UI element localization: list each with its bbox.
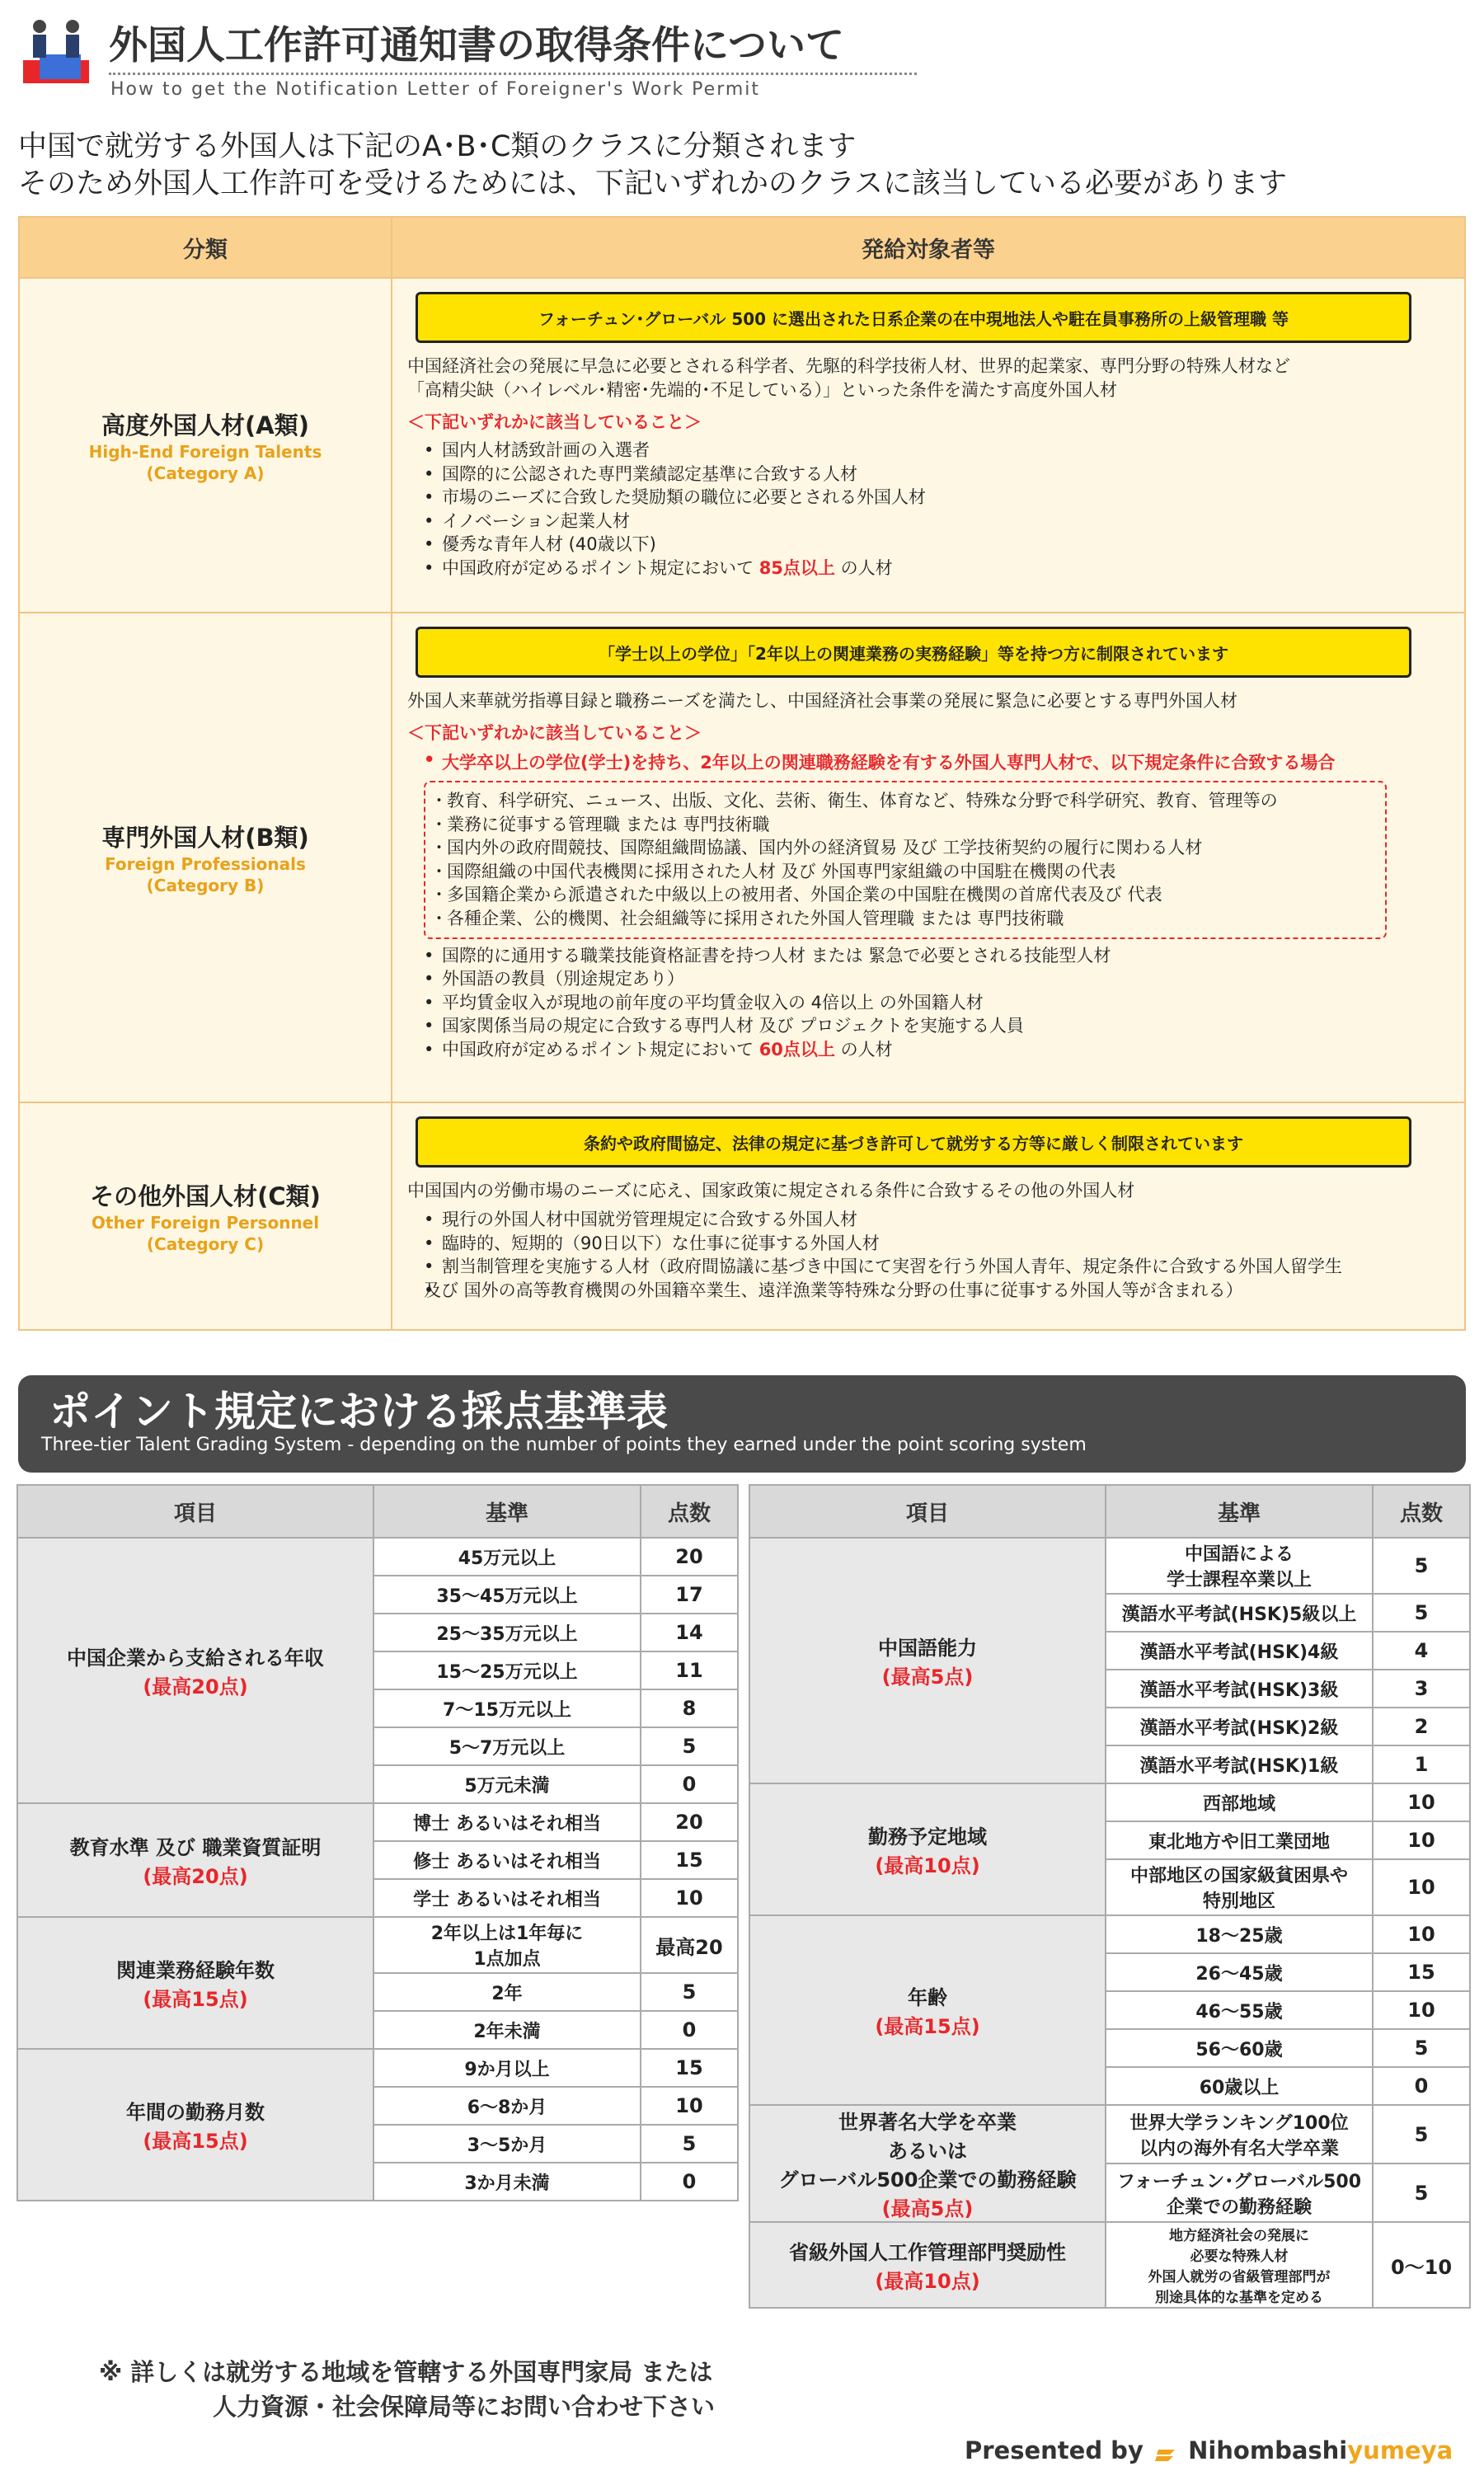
score-item-max: (最高5点) [881,2197,974,2220]
list-item: ・ 多国籍企業から派遣された中級以上の被用者、外国企業の中国駐在機関の首席代表及び 代表 [434,883,1377,907]
list-item [424,557,1449,580]
score-criterion: 漢語水平考試(HSK)4級 [1106,1632,1373,1670]
header-eligibility: 発給対象者等 [862,237,995,263]
score-points: 1 [1373,1745,1470,1783]
score-points: 10 [641,1879,738,1917]
category-a-desc [407,355,1449,402]
presented-by [965,2436,1453,2464]
table-row [749,1915,1470,1953]
score-criterion: 漢語水平考試(HSK)5級以上 [1106,1594,1373,1632]
score-points: 10 [1373,1821,1470,1859]
score-item-max: (最高15点) [143,2130,248,2153]
score-item-name: 世界著名大学を卒業 あるいは グローバル500企業での勤務経験 [778,2111,1077,2192]
score-points: 2 [1373,1708,1470,1745]
score-criterion: 15～25万元以上 [373,1651,641,1689]
score-criterion: 45万元以上 [373,1538,641,1576]
score-criterion: 60歳以上 [1106,2067,1373,2105]
table-row [17,2049,738,2087]
list-item: • 優秀な青年人材 (40歳以下) [424,533,1449,557]
score-header-2: 点数 [641,1485,738,1538]
classification-table [18,216,1466,1331]
score-criterion: 3か月未満 [373,2163,641,2201]
score-item-name: 中国語能力 [878,1637,977,1660]
list-item: ・ 教育、科学研究、ニュース、出版、文化、芸術、衛生、体育など、特殊な分野で科学研究、教育、管理等の [434,789,1377,813]
list-item: • 市場のニーズに合致した奨励類の職位に必要とされる外国人材 [424,486,1449,510]
score-criterion: 漢語水平考試(HSK)3級 [1106,1670,1373,1708]
list-item: • 現行の外国人材中国就労管理規定に合致する外国人材 [424,1208,1449,1232]
title-divider [109,73,917,75]
score-item-max: (最高5点) [881,1665,974,1689]
score-points: 5 [1373,2163,1470,2222]
intro-line-2: そのため外国人工作許可を受けるためには、下記いずれかのクラスに該当している必要があります [18,167,1287,200]
score-item-name: 勤務予定地域 [868,1825,987,1849]
score-criterion: 博士 あるいはそれ相当 [373,1803,641,1841]
score-header-1: 基準 [1106,1485,1373,1538]
list-item: • 及び 国外の高等教育機関の外国籍卒業生、遠洋漁業等特殊な分野の仕事に従事する外国人等が含まれる） [424,1279,1449,1303]
category-b-highlight: 「学士以上の学位」「2年以上の関連業務の実務経験」等を持つ方に制限されています [416,627,1411,678]
score-points: 17 [641,1576,738,1614]
category-b-title: 専門外国人材(B類) [101,823,309,852]
score-item [749,1783,1106,1915]
score-header-1: 基準 [373,1485,641,1538]
score-criterion: 35～45万元以上 [373,1576,641,1614]
score-points: 20 [641,1803,738,1841]
category-b-code: (Category B) [146,875,265,895]
category-a-highlight: フォーチュン･グローバル 500 に選出された日系企業の在中現地法人や駐在員事務所の上級管理職 等 [416,292,1411,343]
table-row [749,2222,1470,2308]
points-post: の人材 [840,557,893,578]
score-points: 5 [1373,2029,1470,2067]
brand-name [1188,2436,1453,2464]
score-criterion: 2年以上は1年毎に 1点加点 [373,1917,641,1973]
score-item [749,1538,1106,1783]
list-item: ・ 各種企業、公的機関、社会組織等に採用された外国人管理職 または 専門技術職 [434,907,1377,931]
score-item-name: 関連業務経験年数 [116,1959,275,1982]
score-banner-title: ポイント規定における採点基準表 [49,1388,668,1435]
score-criterion: 2年未満 [373,2011,641,2049]
list-item: ・ 国際組織の中国代表機関に採用された人材 及び 外国専門家組織の中国駐在機関の代表 [434,860,1377,884]
brand-logo-icon [1155,2443,1176,2461]
category-b-requirement: ＜下記いずれかに該当していること＞ [407,723,702,743]
score-points: 5 [1373,2105,1470,2163]
score-header-row [749,1485,1470,1538]
category-c-row [20,1102,1464,1329]
score-points: 5 [641,2125,738,2163]
score-criterion: フォーチュン･グローバル500 企業での勤務経験 [1106,2163,1373,2222]
score-item-name: 年齢 [908,1986,947,2009]
score-criterion: 7～15万元以上 [373,1689,641,1727]
table-row [749,1538,1470,1594]
table-row [17,1917,738,1973]
category-a-code: (Category A) [146,463,265,483]
score-points: 10 [1373,1783,1470,1821]
list-item: • 外国語の教員（別途規定あり） [424,967,1449,991]
table-row [749,1783,1470,1821]
score-table-right [749,1484,1471,2309]
score-item [17,1538,373,1803]
category-c-desc: 中国国内の労働市場のニーズに応え、国家政策に規定される条件に合致するその他の外国人材 [407,1181,1135,1200]
score-item [749,2222,1106,2308]
score-points: 最高20 [641,1917,738,1973]
score-criterion: 漢語水平考試(HSK)1級 [1106,1745,1373,1783]
score-points: 15 [641,2049,738,2087]
score-header-0: 項目 [17,1485,373,1538]
list-item: ・ 国内外の政府間競技、国際組織間協議、国内外の経済貿易 及び 工学技術契約の履行に関わる人材 [434,836,1377,860]
score-header-row [17,1485,738,1538]
score-header-2: 点数 [1373,1485,1470,1538]
score-item [17,1803,373,1917]
score-points: 5 [1373,1594,1470,1632]
points-post: の人材 [840,1039,893,1059]
score-points: 5 [641,1973,738,2011]
category-a-desc-1: 中国経済社会の発展に早急に必要とされる科学者、先駆的科学技術人材、世界的起業家、専門分野の特殊人材など [407,356,1290,376]
table-row [17,1538,738,1576]
category-a-row [20,277,1464,612]
score-item-name: 中国企業から支給される年収 [67,1647,324,1670]
score-criterion: 25～35万元以上 [373,1614,641,1651]
intro-line-1: 中国で就労する外国人は下記のA･B･C類のクラスに分類されます [18,130,857,163]
category-c-details [392,1103,1464,1329]
brand-name-a: Nihombashi [1188,2436,1348,2464]
score-points: 10 [1373,1915,1470,1953]
classification-header [20,218,1464,277]
score-banner-subtitle: Three-tier Talent Grading System - depending on the number of points they earned under the point scoring system [41,1435,1087,1455]
score-criterion: 56～60歳 [1106,2029,1373,2067]
score-item-max: (最高20点) [143,1865,248,1888]
score-criterion: 漢語水平考試(HSK)2級 [1106,1708,1373,1745]
score-criterion: 世界大学ランキング100位 以内の海外有名大学卒業 [1106,2105,1373,2163]
score-points: 3 [1373,1670,1470,1708]
category-b-dashed-box [424,781,1387,939]
score-item [749,1915,1106,2105]
score-points: 0 [641,1765,738,1803]
list-item: ・ 業務に従事する管理職 または 専門技術職 [434,813,1377,837]
points-pre: 中国政府が定めるポイント規定において [442,557,754,578]
score-points: 10 [641,2087,738,2125]
list-item [424,1038,1449,1062]
category-b-cell [20,613,392,1102]
score-criterion: 西部地域 [1106,1783,1373,1821]
score-points: 0 [641,2163,738,2201]
score-points: 0 [641,2011,738,2049]
score-item-name: 年間の勤務月数 [126,2101,265,2124]
category-c-cell [20,1103,392,1329]
header-category: 分類 [20,218,392,277]
page-subtitle: How to get the Notification Letter of Foreigner's Work Permit [110,79,761,100]
score-points: 15 [1373,1953,1470,1991]
list-item: • イノベーション起業人材 [424,510,1449,533]
category-a-cell [20,279,392,612]
score-criterion: 26～45歳 [1106,1953,1373,1991]
category-a-desc-2: 「高精尖缺（ハイレベル･精密･先端的･不足している）」といった条件を満たす高度外国人材 [407,380,1117,400]
score-item-name: 教育水準 及び 職業資質証明 [69,1836,322,1859]
category-b-details [392,613,1464,1102]
score-criterion: 5万元未満 [373,1765,641,1803]
score-criterion: 2年 [373,1973,641,2011]
score-item-max: (最高15点) [875,2015,980,2038]
score-criterion: 修士 あるいはそれ相当 [373,1841,641,1879]
list-item: • 臨時的、短期的（90日以下）な仕事に従事する外国人材 [424,1232,1449,1256]
score-criterion: 中国語による 学士課程卒業以上 [1106,1538,1373,1594]
header-illustration-icon [15,15,97,89]
list-item: • 平均賃金収入が現地の前年度の平均賃金収入の 4倍以上 の外国籍人材 [424,991,1449,1015]
list-item: • 国家関係当局の規定に合致する専門人材 及び プロジェクトを実施する人員 [424,1014,1449,1038]
list-item: • 国際的に通用する職業技能資格証書を持つ人材 または 緊急で必要とされる技能型人材 [424,944,1449,968]
score-criterion: 地方経済社会の発展に 必要な特殊人材 外国人就労の省級管理部門が 別途具体的な基準を定める [1106,2222,1373,2308]
score-item-max: (最高20点) [143,1675,248,1698]
score-item-max: (最高15点) [143,1988,248,2011]
points-pre: 中国政府が定めるポイント規定において [442,1039,754,1059]
score-item-name: 省級外国人工作管理部門奨励性 [789,2241,1066,2264]
score-points: 5 [641,1727,738,1765]
score-criterion: 46～55歳 [1106,1991,1373,2029]
category-a-requirement: ＜下記いずれかに該当していること＞ [407,412,702,432]
score-points: 8 [641,1689,738,1727]
presented-label: Presented by [965,2436,1144,2464]
list-item: • 国内人材誘致計画の入選者 [424,439,1449,463]
score-header-0: 項目 [749,1485,1106,1538]
score-points: 10 [1373,1991,1470,2029]
score-criterion: 中部地区の国家級貧困県や 特別地区 [1106,1859,1373,1915]
category-a-en: High-End Foreign Talents [88,441,322,462]
category-b-en: Foreign Professionals [105,853,306,874]
score-item-max: (最高10点) [875,1854,980,1877]
category-c-list [424,1208,1449,1302]
score-criterion: 学士 あるいはそれ相当 [373,1879,641,1917]
points-threshold: 85点以上 [758,557,835,578]
table-row [17,1803,738,1841]
category-b-list [424,944,1449,1062]
score-item [17,1917,373,2049]
page-title: 外国人工作許可通知書の取得条件について [109,23,845,68]
score-points: 0 [1373,2067,1470,2105]
category-a-list [424,439,1449,580]
footer-note-2: 人力資源・社会保障局等にお問い合わせ下さい [213,2393,716,2421]
table-row [749,2105,1470,2163]
score-item-max: (最高10点) [875,2270,980,2293]
score-criterion: 東北地方や旧工業団地 [1106,1821,1373,1859]
category-c-title: その他外国人材(C類) [90,1182,321,1210]
score-points: 15 [641,1841,738,1879]
score-criterion: 18～25歳 [1106,1915,1373,1953]
points-threshold: 60点以上 [758,1039,835,1059]
score-item [749,2105,1106,2222]
category-b-red-item: • 大学卒以上の学位(学士)を持ち、2年以上の関連職務経験を有する外国人専門人材で、以下規定条件に合致する場合 [424,749,1449,774]
category-c-highlight: 条約や政府間協定、法律の規定に基づき許可して就労する方等に厳しく制限されています [416,1116,1411,1167]
category-a-details [392,279,1464,612]
category-c-en: Other Foreign Personnel [91,1212,320,1233]
list-item: • 国際的に公認された専門業績認定基準に合致する人材 [424,463,1449,486]
score-points: 20 [641,1538,738,1576]
score-criterion: 9か月以上 [373,2049,641,2087]
category-a-title: 高度外国人材(A類) [101,411,309,439]
score-criterion: 6～8か月 [373,2087,641,2125]
score-criterion: 5～7万元以上 [373,1727,641,1765]
score-item [17,2049,373,2201]
score-table-left [16,1484,739,2201]
footer-note-1: ※ 詳しくは就労する地域を管轄する外国専門家局 または [99,2358,713,2386]
score-points: 4 [1373,1632,1470,1670]
list-item: • 割当制管理を実施する人材（政府間協議に基づき中国にて実習を行う外国人青年、規定条件に合致する外国人留学生 [424,1255,1449,1279]
score-criterion: 3～5か月 [373,2125,641,2163]
score-points: 5 [1373,1538,1470,1594]
score-points: 0～10 [1373,2222,1470,2308]
score-points: 10 [1373,1859,1470,1915]
score-points: 11 [641,1651,738,1689]
category-b-desc: 外国人来華就労指導目録と職務ニーズを満たし、中国経済社会事業の発展に緊急に必要とする専門外国人材 [407,691,1237,711]
category-b-row [20,612,1464,1102]
brand-name-b: yumeya [1347,2436,1453,2464]
category-c-code: (Category C) [146,1233,265,1254]
score-points: 14 [641,1614,738,1651]
